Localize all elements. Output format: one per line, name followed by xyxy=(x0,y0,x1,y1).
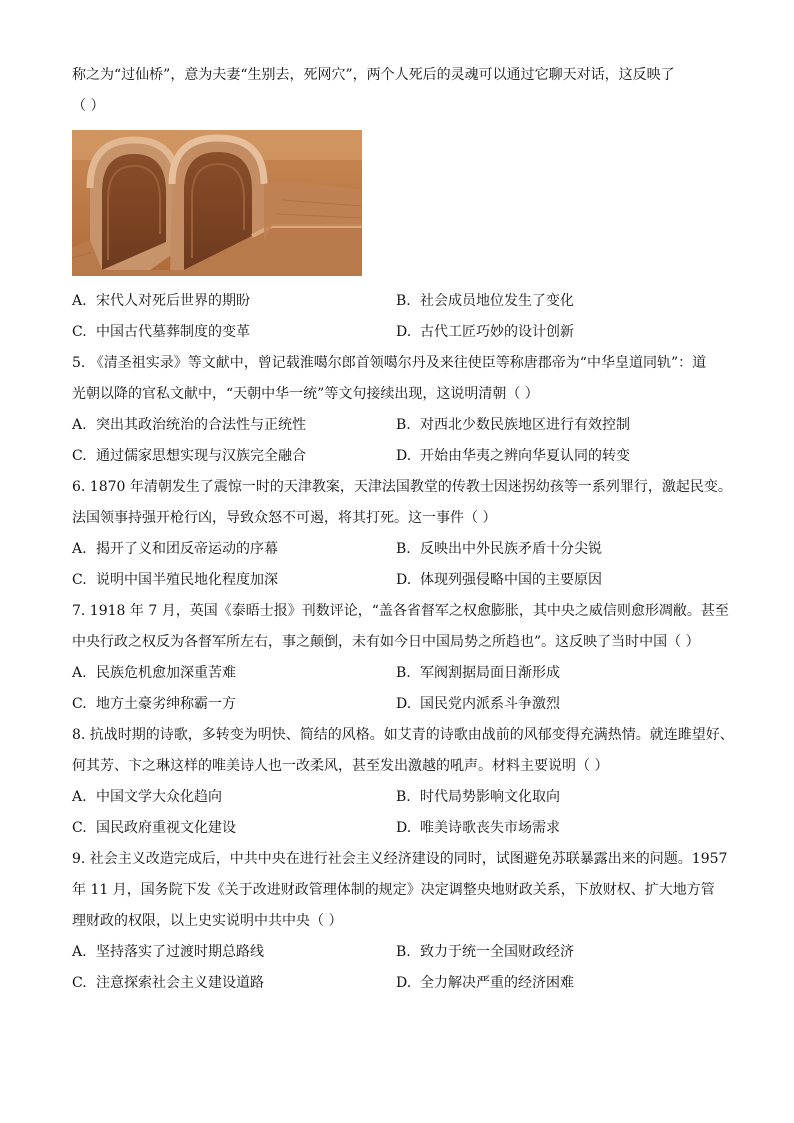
option-b[interactable] xyxy=(396,937,724,968)
option-letter: A. xyxy=(72,944,87,960)
option-text: 通过儒家思想实现与汉族完全融合 xyxy=(96,448,306,464)
question-9-options xyxy=(72,937,724,999)
option-letter: C. xyxy=(72,324,87,340)
option-text: 民族危机愈加深重苦难 xyxy=(96,665,236,681)
option-a[interactable] xyxy=(72,286,396,317)
tomb-photo xyxy=(72,130,362,276)
question-4-stem-line1: 称之为“过仙桥”，意为夫妻“生别去，死网穴”，两个人死后的灵魂可以通过它聊天对话，这反映了 xyxy=(72,67,675,83)
option-letter: D. xyxy=(396,448,412,464)
option-text: 突出其政治统治的合法性与正统性 xyxy=(96,417,306,433)
option-text: 反映出中外民族矛盾十分尖锐 xyxy=(420,541,602,557)
option-c[interactable] xyxy=(72,441,396,472)
option-letter: B. xyxy=(396,665,411,681)
option-letter: B. xyxy=(396,789,411,805)
option-text: 揭开了义和团反帝运动的序幕 xyxy=(96,541,278,557)
question-8-stem-line1: 8. 抗战时期的诗歌，多转变为明快、简结的风格。如艾青的诗歌由战前的风郁变得充满热情。就连雎望好、 xyxy=(72,727,734,743)
option-letter: D. xyxy=(396,820,412,836)
option-text: 国民党内派系斗争激烈 xyxy=(420,696,560,712)
option-letter: C. xyxy=(72,975,87,991)
option-text: 社会成员地位发生了变化 xyxy=(420,293,574,309)
option-letter: A. xyxy=(72,417,87,433)
option-text: 对西北少数民族地区进行有效控制 xyxy=(420,417,630,433)
option-c[interactable] xyxy=(72,565,396,596)
option-text: 唯美诗歌丧失市场需求 xyxy=(420,820,560,836)
question-8-options xyxy=(72,782,724,844)
option-text: 宋代人对死后世界的期盼 xyxy=(96,293,250,309)
option-letter: D. xyxy=(396,696,412,712)
option-c[interactable] xyxy=(72,317,396,348)
option-text: 中国古代墓葬制度的变革 xyxy=(96,324,250,340)
option-d[interactable] xyxy=(396,689,724,720)
option-text: 地方土豪劣绅称霸一方 xyxy=(96,696,236,712)
option-d[interactable] xyxy=(396,565,724,596)
option-text: 致力于统一全国财政经济 xyxy=(420,944,574,960)
option-a[interactable] xyxy=(72,410,396,441)
option-b[interactable] xyxy=(396,782,724,813)
question-6 xyxy=(72,472,732,596)
option-b[interactable] xyxy=(396,658,724,689)
question-7 xyxy=(72,596,729,720)
question-9-stem-line3: 理财政的权限，以上史实说明中共中央（ ） xyxy=(72,913,343,929)
option-text: 说明中国半殖民地化程度加深 xyxy=(96,572,278,588)
option-text: 注意探索社会主义建设道路 xyxy=(96,975,264,991)
option-d[interactable] xyxy=(396,441,724,472)
question-5-options xyxy=(72,410,724,472)
question-8-stem-line2: 何其芳、卞之琳这样的唯美诗人也一改柔风，甚至发出激越的吼声。材料主要说明（ ） xyxy=(72,758,609,774)
question-4 xyxy=(72,60,724,348)
option-text: 开始由华夷之辨向华夏认同的转变 xyxy=(420,448,630,464)
question-5-stem-line2: 光朝以降的官私文献中，“天朝中华一统”等文句接续出现，这说明清朝（ ） xyxy=(72,386,539,402)
question-6-stem-line1: 6. 1870 年清朝发生了震惊一时的天津教案，天津法国教堂的传教士因迷拐幼孩等一系列罪行，激起民变。 xyxy=(72,479,732,495)
option-a[interactable] xyxy=(72,937,396,968)
option-text: 国民政府重视文化建设 xyxy=(96,820,236,836)
question-9 xyxy=(72,844,728,999)
option-b[interactable] xyxy=(396,410,724,441)
option-a[interactable] xyxy=(72,658,396,689)
question-7-stem-line1: 7. 1918 年 7 月，英国《泰晤士报》刊数评论，“盖各省督军之权愈膨胀，其中央之威信则愈形凋敝。甚至 xyxy=(72,603,729,619)
option-letter: B. xyxy=(396,944,411,960)
option-letter: D. xyxy=(396,572,412,588)
option-text: 中国文学大众化趋向 xyxy=(96,789,222,805)
option-letter: A. xyxy=(72,665,87,681)
option-text: 军阀割据局面日渐形成 xyxy=(420,665,560,681)
question-6-options xyxy=(72,534,724,596)
question-9-stem-line2: 年 11 月，国务院下发《关于改进财政管理体制的规定》决定调整央地财政关系，下放财权、扩大地方管 xyxy=(72,882,715,898)
option-letter: A. xyxy=(72,789,87,805)
option-letter: D. xyxy=(396,324,412,340)
question-5-stem-line1: 5. 《清圣祖实录》等文献中，曾记载淮噶尔郎首领噶尔丹及来往使臣等称唐郡帝为“中华皇道同轨”：道 xyxy=(72,355,707,371)
option-b[interactable] xyxy=(396,534,724,565)
option-letter: D. xyxy=(396,975,412,991)
option-c[interactable] xyxy=(72,813,396,844)
question-7-options xyxy=(72,658,724,720)
option-letter: A. xyxy=(72,293,87,309)
question-6-stem-line2: 法国领事持强开枪行凶，导致众怒不可遏，将其打死。这一事件（ ） xyxy=(72,510,497,526)
option-text: 体现列强侵略中国的主要原因 xyxy=(420,572,602,588)
option-text: 坚持落实了过渡时期总路线 xyxy=(96,944,264,960)
option-letter: B. xyxy=(396,293,411,309)
option-d[interactable] xyxy=(396,813,724,844)
option-b[interactable] xyxy=(396,286,724,317)
option-d[interactable] xyxy=(396,968,724,999)
option-c[interactable] xyxy=(72,689,396,720)
option-text: 全力解决严重的经济困难 xyxy=(420,975,574,991)
question-7-stem-line2: 中央行政之权反为各督军所左右，事之颠倒，未有如今日中国局势之所趋也”。这反映了当时中国（ ） xyxy=(72,634,700,650)
exam-page xyxy=(72,60,734,999)
question-5 xyxy=(72,348,724,472)
option-letter: C. xyxy=(72,696,87,712)
option-a[interactable] xyxy=(72,534,396,565)
question-8 xyxy=(72,720,734,844)
option-text: 时代局势影响文化取向 xyxy=(420,789,560,805)
option-letter: B. xyxy=(396,417,411,433)
option-letter: C. xyxy=(72,448,87,464)
option-c[interactable] xyxy=(72,968,396,999)
question-9-stem-line1: 9. 社会主义改造完成后，中共中央在进行社会主义经济建设的同时，试图避免苏联暴露出来的问题。1957 xyxy=(72,851,728,867)
option-letter: C. xyxy=(72,572,87,588)
option-letter: C. xyxy=(72,820,87,836)
option-d[interactable] xyxy=(396,317,724,348)
option-a[interactable] xyxy=(72,782,396,813)
option-letter: B. xyxy=(396,541,411,557)
option-text: 古代工匠巧妙的设计创新 xyxy=(420,324,574,340)
option-letter: A. xyxy=(72,541,87,557)
question-4-stem-line2: （ ） xyxy=(72,98,105,114)
question-4-options xyxy=(72,286,724,348)
